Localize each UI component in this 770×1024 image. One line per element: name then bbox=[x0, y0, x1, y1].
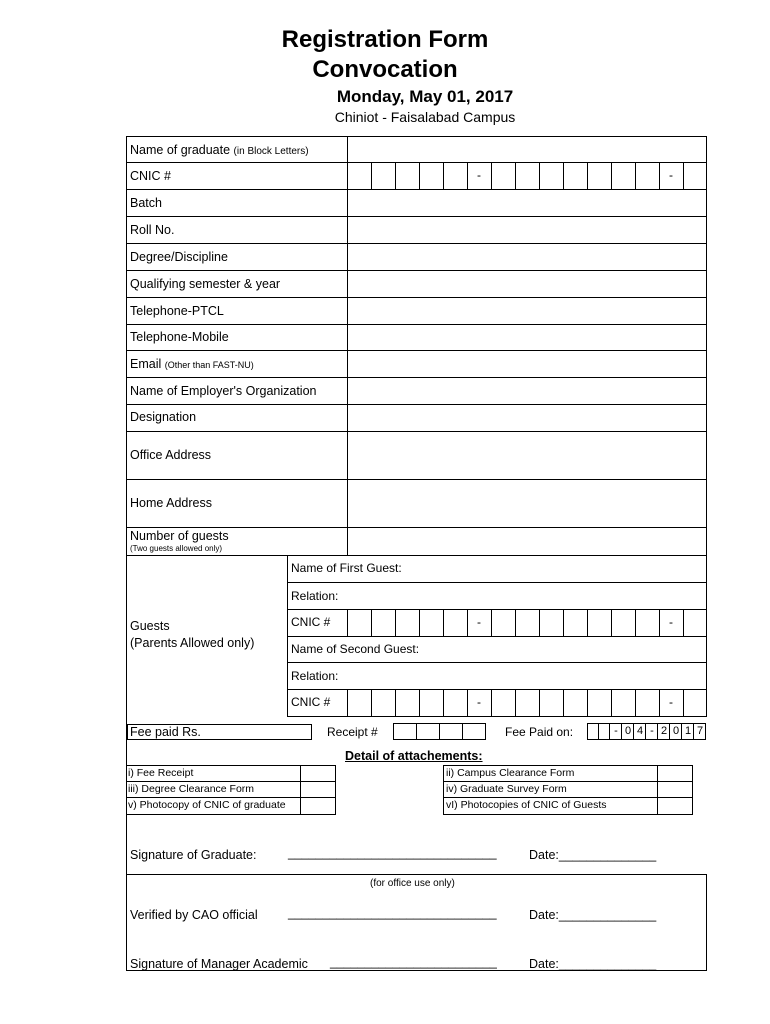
attachment-fee-receipt: i) Fee Receipt bbox=[128, 767, 194, 779]
cao-date[interactable]: Date:______________ bbox=[529, 908, 657, 922]
guest1-cnic-label: CNIC # bbox=[291, 615, 331, 629]
office-address-label: Office Address bbox=[130, 448, 212, 462]
cnic-dash: - bbox=[669, 615, 673, 629]
receipt-label: Receipt # bbox=[327, 725, 378, 739]
relation1-field[interactable] bbox=[350, 583, 706, 609]
employer-label: Name of Employer's Organization bbox=[130, 384, 317, 398]
cnic-dash: - bbox=[669, 695, 673, 709]
first-guest-label: Name of First Guest: bbox=[291, 561, 402, 575]
signature-graduate-date[interactable]: Date:______________ bbox=[529, 848, 657, 862]
roll-no-label: Roll No. bbox=[130, 223, 175, 237]
home-address-label: Home Address bbox=[130, 496, 212, 510]
guest2-cnic-label: CNIC # bbox=[291, 695, 331, 709]
cnic-label: CNIC # bbox=[130, 169, 171, 183]
relation2-field[interactable] bbox=[350, 663, 706, 689]
event-date: Monday, May 01, 2017 bbox=[336, 87, 514, 106]
attachment-checkbox[interactable] bbox=[658, 798, 692, 814]
cnic-dash: - bbox=[669, 168, 673, 182]
cnic-dash: - bbox=[477, 695, 481, 709]
ptcl-field[interactable] bbox=[348, 298, 706, 324]
mobile-label: Telephone-Mobile bbox=[130, 330, 229, 344]
employer-field[interactable] bbox=[348, 378, 706, 404]
guests-parents-label: (Parents Allowed only) bbox=[130, 636, 255, 650]
guests-label: Guests bbox=[130, 619, 170, 633]
cao-label: Verified by CAO official bbox=[130, 908, 258, 922]
date-char: 4 bbox=[636, 725, 644, 737]
attachment-survey-form: iv) Graduate Survey Form bbox=[446, 783, 567, 795]
fee-paid-on-label: Fee Paid on: bbox=[505, 725, 574, 739]
date-char: - bbox=[650, 725, 654, 737]
cnic-dash: - bbox=[477, 168, 481, 182]
second-guest-name-field[interactable] bbox=[425, 637, 706, 662]
attachments-heading: Detail of attachements: bbox=[345, 749, 483, 763]
name-of-graduate-field[interactable] bbox=[348, 137, 706, 162]
roll-no-field[interactable] bbox=[348, 217, 706, 243]
batch-field[interactable] bbox=[348, 190, 706, 216]
home-address-field[interactable] bbox=[348, 480, 706, 527]
email-field[interactable] bbox=[348, 351, 706, 377]
date-char: 2 bbox=[660, 725, 668, 737]
designation-label: Designation bbox=[130, 410, 197, 424]
office-use-label: (for office use only) bbox=[370, 878, 455, 889]
second-guest-label: Name of Second Guest: bbox=[291, 642, 420, 656]
campus-name: Chiniot - Faisalabad Campus bbox=[334, 109, 516, 125]
number-of-guests-label: Number of guests bbox=[130, 529, 229, 543]
guests-hint: (Two guests allowed only) bbox=[130, 544, 223, 553]
attachment-checkbox[interactable] bbox=[301, 766, 335, 781]
attachment-degree-clearance: iii) Degree Clearance Form bbox=[128, 783, 255, 795]
receipt-field[interactable] bbox=[393, 723, 485, 740]
ptcl-label: Telephone-PTCL bbox=[130, 304, 224, 318]
signature-graduate-line[interactable]: ______________________________ bbox=[288, 846, 497, 860]
email-label: Email (Other than FAST-NU) bbox=[130, 357, 254, 371]
manager-date[interactable]: Date:______________ bbox=[529, 957, 657, 971]
attachment-cnic-graduate: v) Photocopy of CNIC of graduate bbox=[128, 799, 286, 811]
date-char: 1 bbox=[684, 725, 692, 737]
degree-label: Degree/Discipline bbox=[130, 250, 228, 264]
degree-field[interactable] bbox=[348, 244, 706, 270]
form-title: Registration Form bbox=[281, 26, 489, 53]
office-use-divider bbox=[126, 874, 707, 875]
qualifying-field[interactable] bbox=[348, 271, 706, 297]
manager-signature-line[interactable]: ________________________ bbox=[330, 955, 497, 969]
manager-label: Signature of Manager Academic bbox=[130, 957, 308, 971]
batch-label: Batch bbox=[130, 196, 162, 210]
signature-graduate-label: Signature of Graduate: bbox=[130, 848, 257, 862]
qualifying-label: Qualifying semester & year bbox=[130, 277, 281, 291]
attachment-checkbox[interactable] bbox=[301, 782, 335, 797]
date-char: 0 bbox=[624, 725, 632, 737]
cao-signature-line[interactable]: ______________________________ bbox=[288, 906, 497, 920]
attachment-checkbox[interactable] bbox=[658, 766, 692, 781]
first-guest-name-field[interactable] bbox=[410, 556, 706, 582]
attachment-campus-clearance: ii) Campus Clearance Form bbox=[446, 767, 575, 779]
cnic-dash: - bbox=[477, 615, 481, 629]
date-char: 7 bbox=[696, 725, 704, 737]
date-char: 0 bbox=[672, 725, 680, 737]
relation2-label: Relation: bbox=[291, 669, 339, 683]
attachment-checkbox[interactable] bbox=[301, 798, 335, 814]
form-subtitle: Convocation bbox=[312, 56, 458, 83]
date-char: - bbox=[614, 725, 618, 737]
attachment-cnic-guests: vI) Photocopies of CNIC of Guests bbox=[446, 799, 607, 811]
attachment-checkbox[interactable] bbox=[658, 782, 692, 797]
office-address-field[interactable] bbox=[348, 432, 706, 479]
relation1-label: Relation: bbox=[291, 589, 339, 603]
mobile-field[interactable] bbox=[348, 325, 706, 350]
number-of-guests-field[interactable] bbox=[348, 528, 706, 555]
fee-paid-label: Fee paid Rs. bbox=[130, 725, 201, 739]
designation-field[interactable] bbox=[348, 405, 706, 431]
name-of-graduate-label: Name of graduate (in Block Letters) bbox=[130, 143, 309, 157]
